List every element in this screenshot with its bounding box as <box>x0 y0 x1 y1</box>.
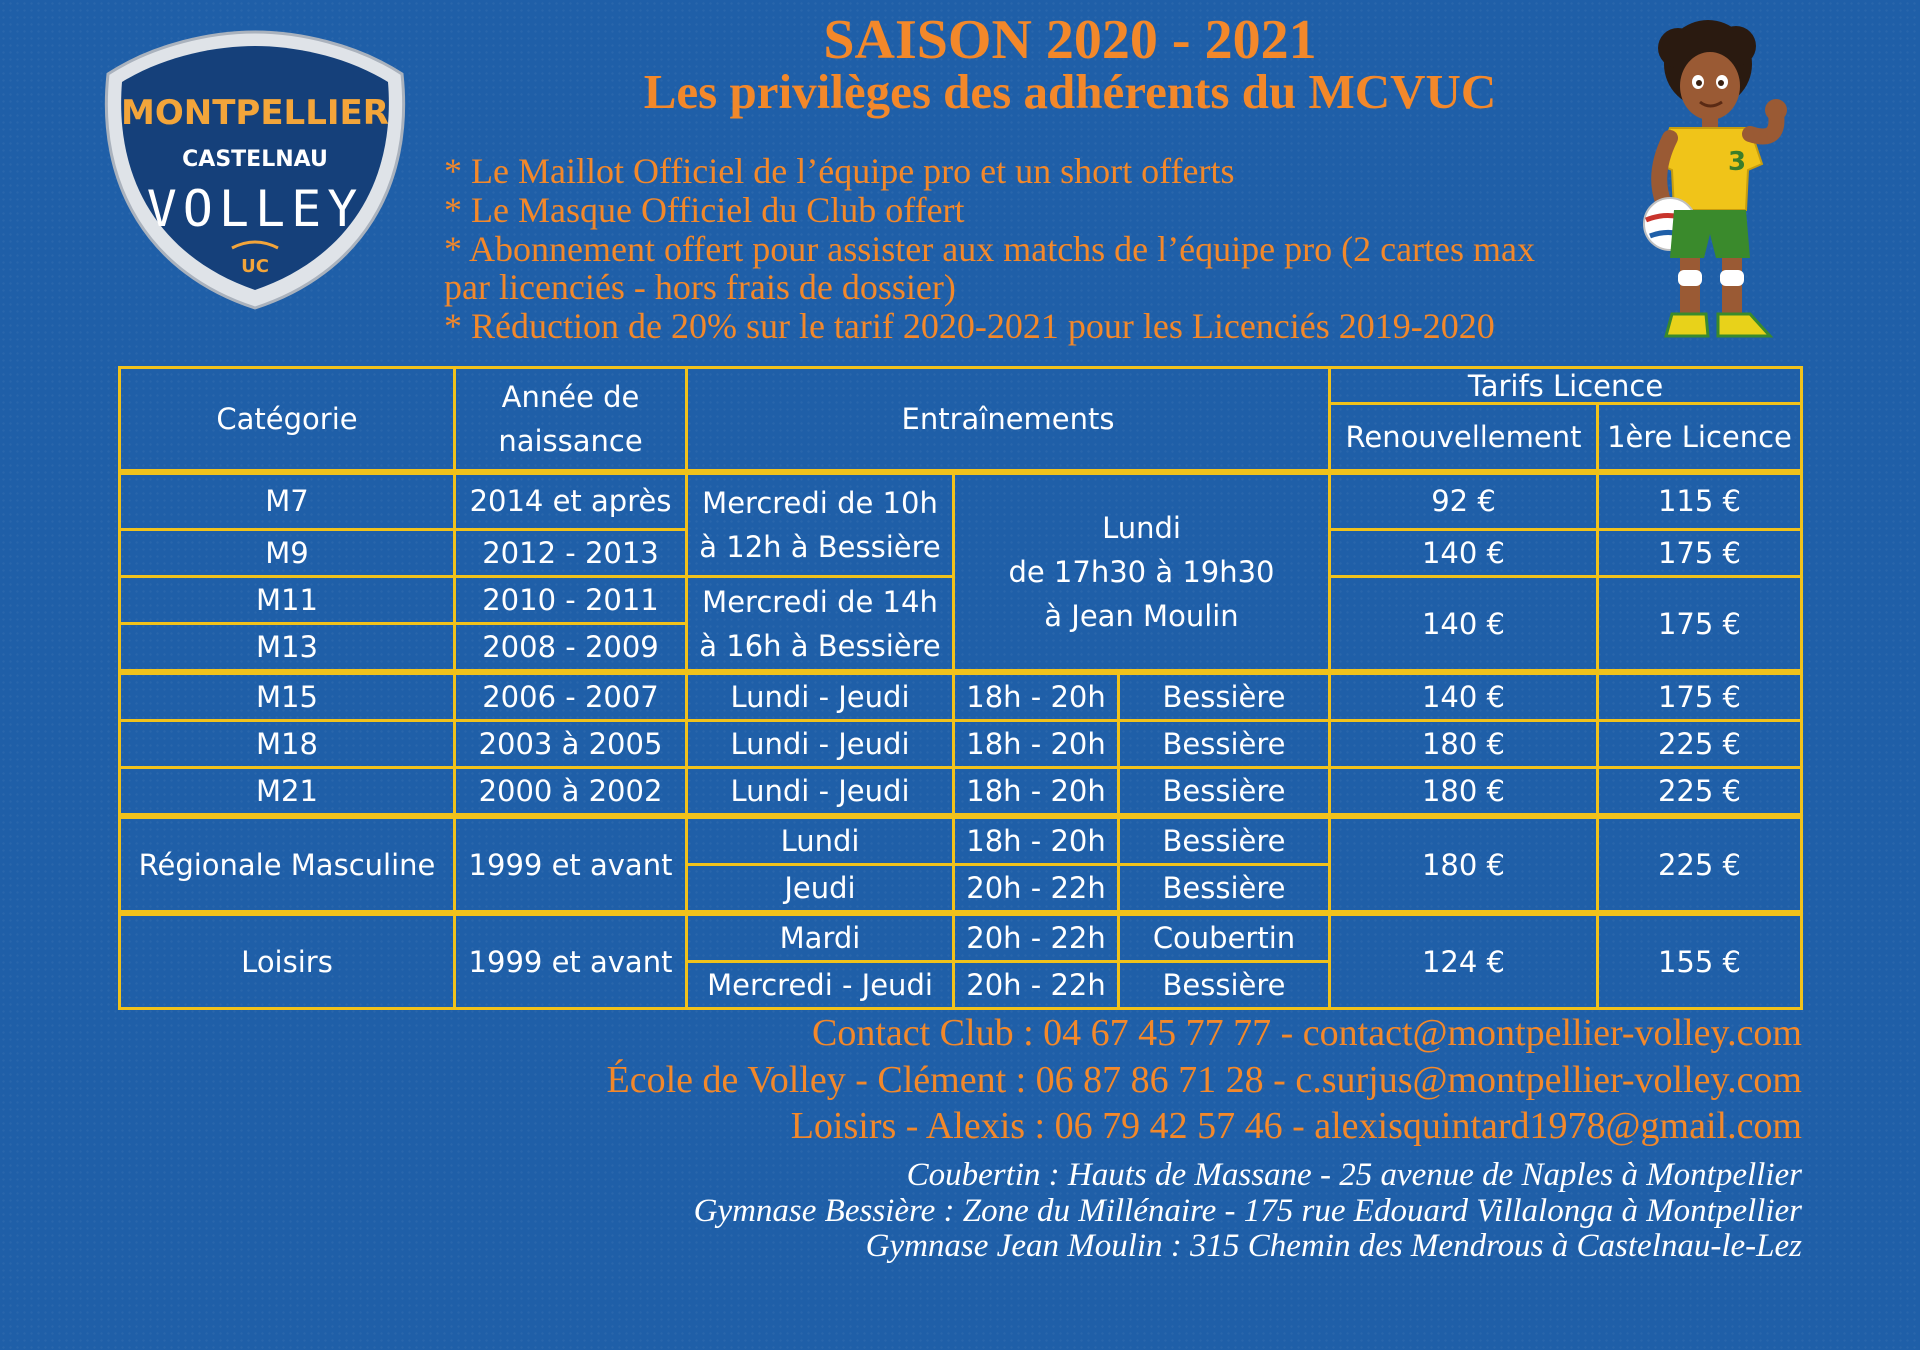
cell-renouvellement: 180 € <box>1330 768 1598 817</box>
cell-horaire: 18h - 20h <box>954 768 1119 817</box>
header-renouvellement: Renouvellement <box>1330 404 1598 472</box>
cell-annee: 2014 et après <box>455 472 687 530</box>
cell-premiere-licence: 155 € <box>1598 913 1802 1009</box>
lundi-line: Lundi <box>1102 510 1181 545</box>
lundi-line: à Jean Moulin <box>1044 598 1239 633</box>
cell-annee: 2000 à 2002 <box>455 768 687 817</box>
cell-premiere-licence: 175 € <box>1598 577 1802 673</box>
addresses-block <box>694 1158 1802 1265</box>
cell-annee: 2010 - 2011 <box>455 577 687 624</box>
tarifs-table <box>118 366 1803 1010</box>
cell-annee: 2006 - 2007 <box>455 672 687 721</box>
cell-jours: Lundi - Jeudi <box>687 721 954 768</box>
cell-lieu: Bessière <box>1119 962 1330 1009</box>
cell-horaire: 20h - 22h <box>954 913 1119 962</box>
cell-renouvellement: 140 € <box>1330 530 1598 577</box>
cell-categorie: M18 <box>120 721 455 768</box>
cell-categorie: Loisirs <box>120 913 455 1009</box>
cell-jours: Jeudi <box>687 865 954 914</box>
address-bessiere: Gymnase Bessière : Zone du Millénaire - 175 rue Edouard Villalonga à Montpellier <box>693 1192 1802 1229</box>
header-entrainements: Entraînements <box>687 368 1330 472</box>
cell-lieu: Bessière <box>1119 672 1330 721</box>
cell-lieu: Bessière <box>1119 721 1330 768</box>
cell-categorie: M15 <box>120 672 455 721</box>
address-jean-moulin: Gymnase Jean Moulin : 315 Chemin des Mendrous à Castelnau-le-Lez <box>865 1228 1802 1264</box>
privilege-item: * Le Masque Officiel du Club offert <box>444 189 965 230</box>
cell-renouvellement: 124 € <box>1330 913 1598 1009</box>
contact-loisirs[interactable]: Loisirs - Alexis : 06 79 42 57 46 - alexisquintard1978@gmail.com <box>790 1105 1802 1147</box>
logo-text-volley: VOLLEY <box>146 180 364 238</box>
cell-renouvellement: 92 € <box>1330 472 1598 530</box>
cell-premiere-licence: 115 € <box>1598 472 1802 530</box>
cell-entrainement-lundi <box>954 472 1330 673</box>
cell-categorie: M7 <box>120 472 455 530</box>
cell-horaire: 20h - 22h <box>954 865 1119 914</box>
logo-text-montpellier: MONTPELLIER <box>121 93 389 133</box>
cell-jours: Mercredi - Jeudi <box>687 962 954 1009</box>
cell-categorie: Régionale Masculine <box>120 816 455 913</box>
cell-jours: Lundi - Jeudi <box>687 768 954 817</box>
privilege-item: par licenciés - hors frais de dossier) <box>444 267 956 308</box>
privilege-item: * Abonnement offert pour assister aux matchs de l’équipe pro (2 cartes max <box>444 228 1536 269</box>
cell-annee: 1999 et avant <box>455 816 687 913</box>
cell-horaire: 20h - 22h <box>954 962 1119 1009</box>
mascot-jersey-number: 3 <box>1728 147 1747 177</box>
header-annee-naissance: Année de naissance <box>455 368 687 472</box>
cell-annee: 2012 - 2013 <box>455 530 687 577</box>
cell-annee: 2003 à 2005 <box>455 721 687 768</box>
cell-premiere-licence: 225 € <box>1598 721 1802 768</box>
cell-renouvellement: 180 € <box>1330 721 1598 768</box>
cell-entrainement-mercredi-apres-midi: Mercredi de 14h à 16h à Bessière <box>687 577 954 673</box>
cell-entrainement-mercredi-matin: Mercredi de 10h à 12h à Bessière <box>687 472 954 577</box>
cell-annee: 1999 et avant <box>455 913 687 1009</box>
cell-categorie: M11 <box>120 577 455 624</box>
cell-jours: Mardi <box>687 913 954 962</box>
privilege-item: * Le Maillot Officiel de l’équipe pro et un short offerts <box>444 151 1235 191</box>
header-tarifs-licence: Tarifs Licence <box>1330 368 1802 404</box>
cell-jours: Lundi <box>687 816 954 865</box>
privileges-list <box>444 152 1624 346</box>
privilege-item: * Réduction de 20% sur le tarif 2020-2021 pour les Licenciés 2019-2020 <box>444 306 1495 347</box>
cell-premiere-licence: 175 € <box>1598 672 1802 721</box>
contact-ecole-volley[interactable]: École de Volley - Clément : 06 87 86 71 28 - c.surjus@montpellier-volley.com <box>606 1058 1802 1101</box>
cell-categorie: M13 <box>120 624 455 673</box>
cell-lieu: Coubertin <box>1119 913 1330 962</box>
lundi-line: de 17h30 à 19h30 <box>1008 554 1275 589</box>
cell-renouvellement: 140 € <box>1330 672 1598 721</box>
logo-text-uc: UC <box>241 256 269 277</box>
address-coubertin: Coubertin : Hauts de Massane - 25 avenue de Naples à Montpellier <box>906 1157 1802 1193</box>
cell-horaire: 18h - 20h <box>954 816 1119 865</box>
cell-premiere-licence: 175 € <box>1598 530 1802 577</box>
cell-lieu: Bessière <box>1119 816 1330 865</box>
cell-premiere-licence: 225 € <box>1598 816 1802 913</box>
header-premiere-licence: 1ère Licence <box>1598 404 1802 472</box>
contact-club[interactable]: Contact Club : 04 67 45 77 77 - contact@montpellier-volley.com <box>811 1012 1802 1054</box>
cell-jours: Lundi - Jeudi <box>687 672 954 721</box>
cell-lieu: Bessière <box>1119 865 1330 914</box>
cell-annee: 2008 - 2009 <box>455 624 687 673</box>
cell-horaire: 18h - 20h <box>954 672 1119 721</box>
page-subtitle: Les privilèges des adhérents du MCVUC <box>643 64 1497 119</box>
cell-lieu: Bessière <box>1119 768 1330 817</box>
page-title: SAISON 2020 - 2021 <box>823 9 1317 71</box>
cell-categorie: M21 <box>120 768 455 817</box>
cell-renouvellement: 180 € <box>1330 816 1598 913</box>
contacts-block <box>607 1010 1802 1150</box>
cell-categorie: M9 <box>120 530 455 577</box>
cell-horaire: 18h - 20h <box>954 721 1119 768</box>
logo-text-castelnau: CASTELNAU <box>182 147 328 172</box>
club-logo <box>94 26 416 314</box>
header-categorie: Catégorie <box>120 368 455 472</box>
cell-premiere-licence: 225 € <box>1598 768 1802 817</box>
cell-renouvellement: 140 € <box>1330 577 1598 673</box>
